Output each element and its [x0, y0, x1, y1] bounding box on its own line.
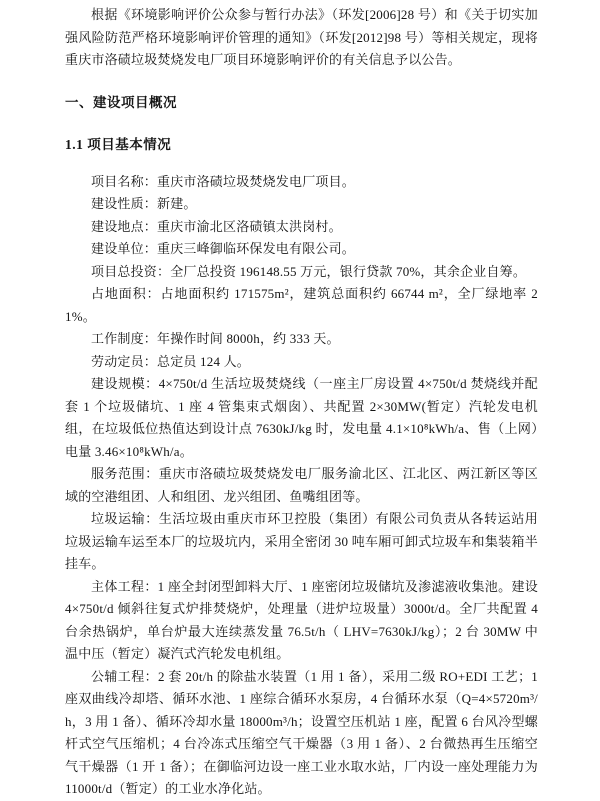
- paragraph-work-schedule: 工作制度：年操作时间 8000h，约 333 天。: [91, 331, 340, 346]
- paragraph-total-investment: 项目总投资：全厂总投资 196148.55 万元，银行贷款 70%，其余企业自筹。: [91, 263, 527, 279]
- paragraph-main-works: 主体工程：1 座全封闭型卸料大厅、1 座密闭垃圾储坑及渗滤液收集池。建设 4×750t/d 倾斜往复式炉排焚烧炉，处理量（进炉垃圾量）3000t/d。全厂共配置 4 台余热锅炉，单台炉最大连续蒸发量 76.5t/h（ LHV=7630kJ/kg）；2 台 30MW 中温中压（暂定）凝汽式汽轮发电机组。: [65, 578, 538, 661]
- paragraph-service-scope: 服务范围：重庆市洛碛垃圾焚烧发电厂服务渝北区、江北区、两江新区等区域的空港组团、人和组团、龙兴组团、鱼嘴组团等。: [65, 466, 538, 504]
- paragraph-auxiliary-works: 公辅工程：2 套 20t/h 的除盐水装置（1 用 1 备），采用二级 RO+EDI 工艺；1 座双曲线冷却塔、循环水池、1 座综合循环水泵房，4 台循环水泵（Q=4×5720m³/h，3 用 1 备）、循环冷却水量 18000m³/h；设置空压机站 1 座，配置 6 台风冷型螺杆式空气压缩机；4 台冷冻式压缩空气干燥器（3 用 1 备）、2 台微热再生压缩空气干燥器（1 开 1 备）；在御临河边设一座工业水取水站，厂内设一座处理能力为 11000t/d（暂定）的工业水净化站。: [65, 668, 538, 796]
- paragraph-waste-transport: 垃圾运输：生活垃圾由重庆市环卫控股（集团）有限公司负责从各转运站用垃圾运输车运至本厂的垃圾坑内，采用全密闭 30 吨车厢可卸式垃圾车和集装箱半挂车。: [65, 511, 538, 571]
- paragraph-construction-unit: 建设单位：重庆三峰御临环保发电有限公司。: [91, 241, 356, 256]
- paragraph-construction-nature: 建设性质：新建。: [91, 196, 197, 211]
- paragraph-staffing: 劳动定员：总定员 124 人。: [91, 353, 251, 369]
- paragraph-land-area: 占地面积：占地面积约 171575m²，建筑总面积约 66744 m²，全厂绿地率 21%。: [65, 286, 538, 324]
- paragraph-construction-site: 建设地点：重庆市渝北区洛碛镇太洪岗村。: [91, 218, 342, 234]
- section-heading-1: 一、建设项目概况: [65, 94, 177, 110]
- paragraph-construction-scale: 建设规模：4×750t/d 生活垃圾焚烧线（一座主厂房设置 4×750t/d 焚烧线并配套 1 个垃圾储坑、1 座 4 管集束式烟囱）、共配置 2×30MW(暂定）汽轮发电机组，在垃圾低位热值达到设计点 7630kJ/kg 时，发电量 4.1×10⁸kWh/a、售（上网）电量 3.46×10⁸kWh/a。: [65, 376, 538, 459]
- intro-paragraph: 根据《环境影响评价公众参与暂行办法》（环发[2006]28 号）和《关于切实加强风险防范严格环境影响评价管理的通知》（环发[2012]98 号）等相关规定，现将重庆市洛碛垃圾焚烧发电厂项目环境影响评价的有关信息予以公告。: [65, 7, 538, 67]
- paragraph-project-name: 项目名称：重庆市洛碛垃圾焚烧发电厂项目。: [91, 173, 356, 189]
- section-heading-1-1: 1.1 项目基本情况: [65, 137, 172, 152]
